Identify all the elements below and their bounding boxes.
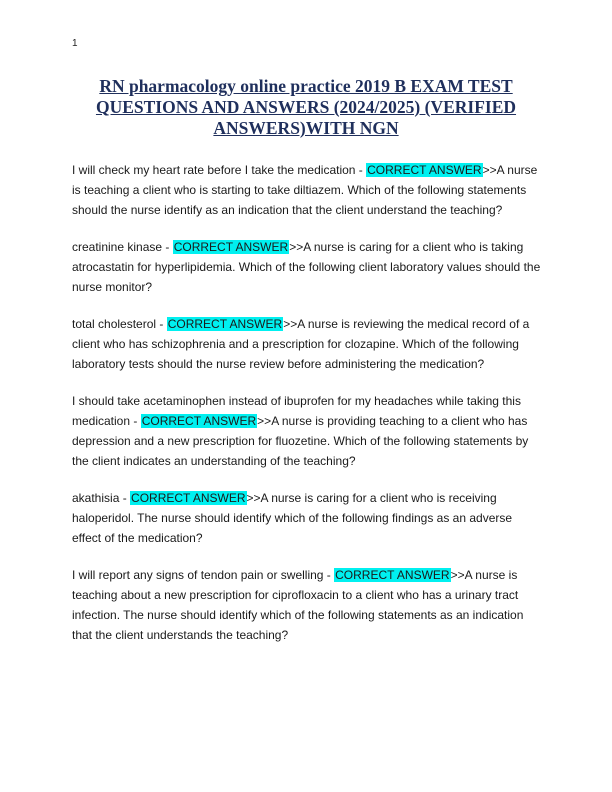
answer-text: I will report any signs of tendon pain or swelling -: [72, 568, 335, 582]
correct-answer-highlight: CORRECT ANSWER: [335, 568, 450, 582]
qa-item-6: [72, 565, 542, 645]
question-text: >>A nurse is caring for a client who is receiving haloperidol. The nurse should identify which of the following findings as an adverse effect of the medication?: [72, 491, 513, 545]
question-text: >>A nurse is teaching a client who is starting to take diltiazem. Which of the following statements should the nurse identify as an indication that the client understand the teaching?: [72, 163, 538, 217]
correct-answer-highlight: CORRECT ANSWER: [367, 163, 482, 177]
answer-text: total cholesterol -: [72, 317, 167, 331]
qa-list: [72, 160, 542, 662]
answer-text: akathisia -: [72, 491, 131, 505]
answer-text: I should take acetaminophen instead of ibuprofen for my headaches while taking this medication -: [72, 394, 521, 428]
correct-answer-highlight: CORRECT ANSWER: [131, 491, 246, 505]
question-text: >>A nurse is caring for a client who is taking atrocastatin for hyperlipidemia. Which of the following client laboratory values should the nurse monitor?: [72, 240, 541, 294]
question-text: >>A nurse is providing teaching to a client who has depression and a new prescription for fluozetine. Which of the following statements by the client indicates an understanding of the teaching?: [72, 414, 529, 468]
question-text: >>A nurse is teaching about a new prescription for ciprofloxacin to a client who has a urinary tract infection. The nurse should identify which of the following statements as an indication that the client understands the teaching?: [72, 568, 524, 642]
qa-item-1: [72, 160, 542, 220]
answer-text: creatinine kinase -: [72, 240, 173, 254]
document-title: RN pharmacology online practice 2019 B EXAM TEST QUESTIONS AND ANSWERS (2024/2025) (VERIFIED ANSWERS)WITH NGN: [95, 76, 517, 138]
answer-text: I will check my heart rate before I take the medication -: [72, 163, 367, 177]
page-number: 1: [72, 38, 78, 49]
correct-answer-highlight: CORRECT ANSWER: [167, 317, 283, 331]
correct-answer-highlight: CORRECT ANSWER: [141, 414, 257, 428]
qa-item-2: [72, 237, 542, 297]
qa-item-3: [72, 314, 542, 374]
qa-item-5: [72, 488, 542, 548]
qa-item-4: [72, 391, 542, 471]
question-text: >>A nurse is reviewing the medical record of a client who has schizophrenia and a prescription for clozapine. Which of the following laboratory tests should the nurse review before administering the medication?: [72, 317, 530, 371]
correct-answer-highlight: CORRECT ANSWER: [173, 240, 289, 254]
